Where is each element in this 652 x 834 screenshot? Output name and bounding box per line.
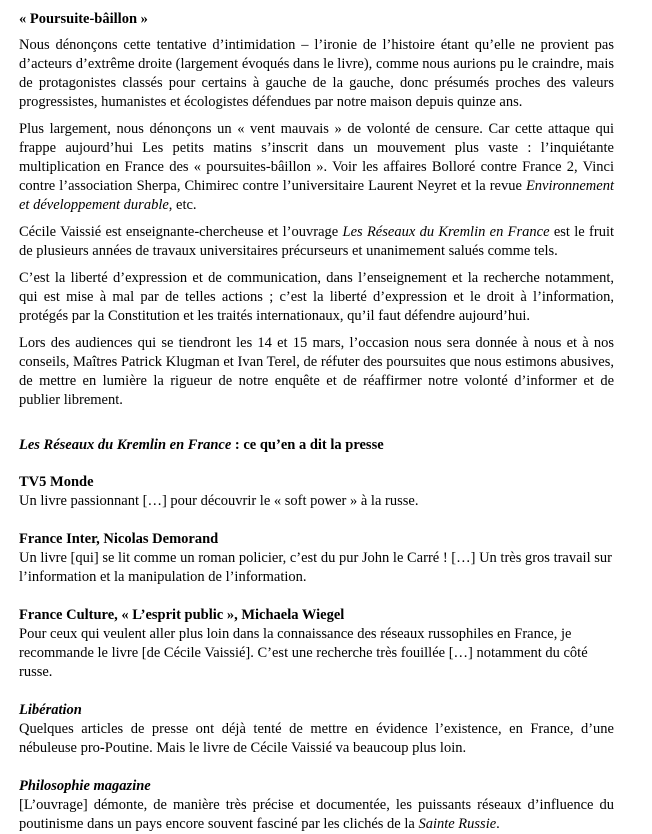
press-source: France Culture, « L’esprit public », Michaela Wiegel — [19, 607, 345, 623]
paragraph-censure — [19, 120, 614, 215]
press-quote-text: [L’ouvrage] démonte, de manière très précise et documentée, les puissants réseaux d’influence du poutinisme dans un pays encore souvent fasciné par les clichés de la — [19, 797, 614, 832]
press-item-tv5 — [19, 473, 614, 511]
press-quote: Quelques articles de presse ont déjà tenté de mettre en évidence l’existence, en France, d’une nébuleuse pro-Poutine. Mais le livre de Cécile Vaissié va beaucoup plus loin. — [19, 721, 614, 756]
press-source: France Inter, Nicolas Demorand — [19, 531, 219, 547]
paragraph-author — [19, 223, 614, 261]
press-source — [19, 701, 614, 719]
press-section-title — [19, 436, 614, 454]
press-source-name: Libération — [19, 702, 82, 718]
press-quote-italic: Sainte Russie — [418, 816, 497, 832]
book-title: Les Réseaux du Kremlin en France — [342, 224, 550, 240]
paragraph-liberte: C’est la liberté d’expression et de communication, dans l’enseignement et la recherche notamment, qui est mise à mal par de telles actions ; c’est la liberté d’expression et le droit à l’information, protégés par la Constitution et les traités internationaux, qu’il faut défendre aujourd’hui. — [19, 270, 614, 324]
press-quote: Un livre [qui] se lit comme un roman policier, c’est du pur John le Carré ! […] Un très gros travail sur l’information et la manipulation de l’information. — [19, 550, 612, 585]
press-item-liberation — [19, 701, 614, 758]
journal-title: Environnement et développement durable — [19, 178, 614, 213]
press-item-france-culture — [19, 606, 614, 682]
book-title: Les Réseaux du Kremlin en France — [19, 437, 232, 453]
press-quote-text: . — [496, 816, 500, 832]
press-item-philosophie-magazine — [19, 777, 614, 834]
press-section-title-text: : ce qu’en a dit la presse — [231, 437, 384, 453]
paragraph-text: est le fruit de plusieurs années de travaux universitaires précurseurs et unanimement salués comme tels. — [19, 224, 615, 259]
press-quote: Pour ceux qui veulent aller plus loin dans la connaissance des réseaux russophiles en France, je recommande le livre [de Cécile Vaissié]. C’est une recherche très fouillée […] notamment du côté russe. — [19, 626, 588, 680]
press-source — [19, 777, 614, 795]
section-heading: « Poursuite-bâillon » — [19, 11, 148, 27]
paragraph-audiences: Lors des audiences qui se tiendront les 14 et 15 mars, l’occasion nous sera donnée à nous et à nos conseils, Maîtres Patrick Klugman et Ivan Terel, de réfuter des poursuites que nous estimons abusives, de mettre en lumière la rigueur de notre enquête et de réaffirmer notre volonté d’informer et de publier librement. — [19, 335, 614, 408]
spacer — [19, 418, 614, 436]
paragraph-text: Plus largement, nous dénonçons un « vent mauvais » de volonté de censure. Car cette attaque qui frappe aujourd’hui Les petits matins s’inscrit dans un mouvement plus vaste : l’inquiétante multiplication en France des « poursuites-bâillon ». Voir les affaires Bolloré contre France 2, Vinci contre l’association Sherpa, Chimirec contre l’universitaire Laurent Neyret et la revue — [19, 121, 614, 194]
press-item-france-inter — [19, 530, 614, 587]
press-quote — [19, 796, 614, 834]
paragraph-text: Cécile Vaissié est enseignante-chercheuse et l’ouvrage — [19, 224, 343, 240]
paragraph-intimidation: Nous dénonçons cette tentative d’intimidation – l’ironie de l’histoire étant qu’elle ne provient pas d’acteurs d’extrême droite (largement évoqués dans le livre), comme nous aurions pu le craindre, mais de protagonistes classés pour certains à gauche de la gauche, donc présumés proches des valeurs progressistes, humanistes et écologistes défendues par notre maison depuis quinze ans. — [19, 37, 614, 110]
press-quote: Un livre passionnant […] pour découvrir le « soft power » à la russe. — [19, 493, 419, 509]
paragraph-text: , etc. — [168, 197, 197, 213]
press-source: TV5 Monde — [19, 474, 94, 490]
press-source-name: Philosophie magazine — [19, 778, 151, 794]
